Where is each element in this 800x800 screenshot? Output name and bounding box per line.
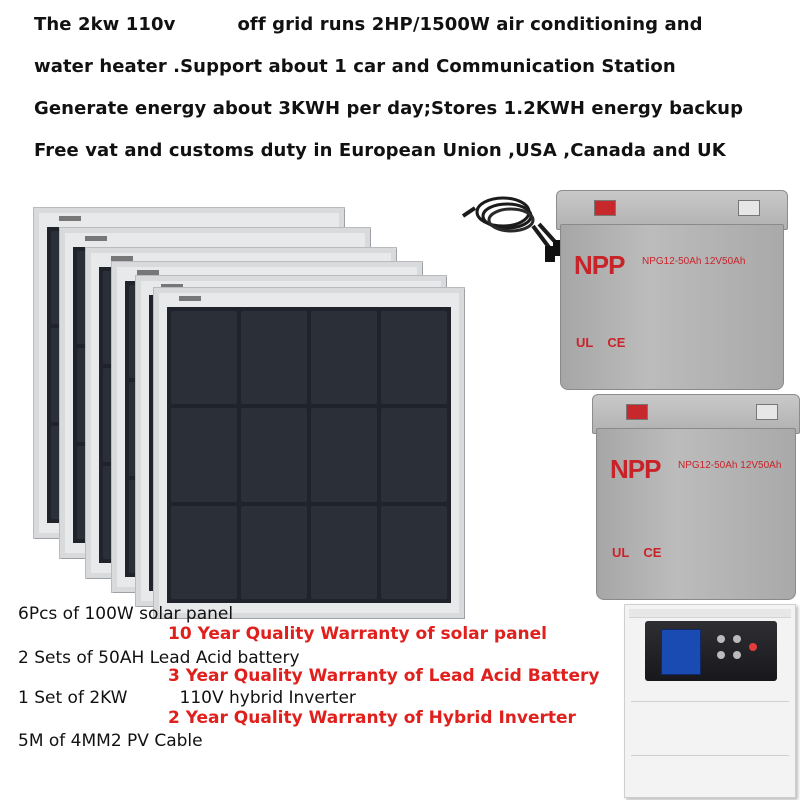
pv-cable-icon — [455, 190, 565, 270]
inverter-button — [717, 651, 725, 659]
battery-model: NPG12-50Ah 12V50Ah — [642, 256, 746, 267]
ul-mark-icon: UL — [576, 335, 594, 350]
lead-acid-battery — [556, 190, 788, 390]
inverter-button — [733, 651, 741, 659]
headline-line-2: water heater .Support about 1 car and Communication Station — [34, 56, 676, 77]
spec-item-pv-cable: 5M of 4MM2 PV Cable — [18, 731, 203, 751]
battery-brand: NPP — [574, 250, 625, 280]
lead-acid-battery — [592, 394, 800, 600]
headline-line-1 — [34, 14, 703, 35]
battery-model: NPG12-50Ah 12V50Ah — [678, 460, 782, 471]
inverter-status-led-icon — [749, 643, 757, 651]
spec-item-inverter-part-b: 110V hybrid Inverter — [179, 688, 356, 708]
warranty-inverter: 2 Year Quality Warranty of Hybrid Inverter — [168, 708, 576, 728]
battery-cert-icons — [576, 335, 625, 350]
battery-cert-icons — [612, 545, 661, 560]
inverter-control-panel — [645, 621, 777, 681]
ce-mark-icon: CE — [643, 545, 662, 560]
spec-item-inverter — [18, 688, 356, 708]
spec-item-inverter-part-a: 1 Set of 2KW — [18, 688, 128, 708]
battery-brand: NPP — [610, 454, 661, 484]
ul-mark-icon: UL — [612, 545, 630, 560]
solar-panel — [154, 288, 464, 618]
headline-line-1-part-a: The 2kw 110v — [34, 14, 176, 35]
spec-item-solar-panel: 6Pcs of 100W solar panel — [18, 604, 234, 624]
inverter-button — [733, 635, 741, 643]
hybrid-inverter — [624, 604, 796, 798]
headline-line-4: Free vat and customs duty in European Union ,USA ,Canada and UK — [34, 140, 726, 161]
warranty-solar-panel: 10 Year Quality Warranty of solar panel — [168, 624, 548, 644]
inverter-button — [717, 635, 725, 643]
inverter-lcd-screen — [661, 629, 701, 675]
warranty-battery: 3 Year Quality Warranty of Lead Acid Battery — [168, 666, 600, 686]
ce-mark-icon: CE — [607, 335, 626, 350]
headline-line-3: Generate energy about 3KWH per day;Stores 1.2KWH energy backup — [34, 98, 744, 119]
spec-item-battery: 2 Sets of 50AH Lead Acid battery — [18, 648, 300, 668]
headline-line-1-part-b: off grid runs 2HP/1500W air conditioning and — [237, 14, 703, 35]
